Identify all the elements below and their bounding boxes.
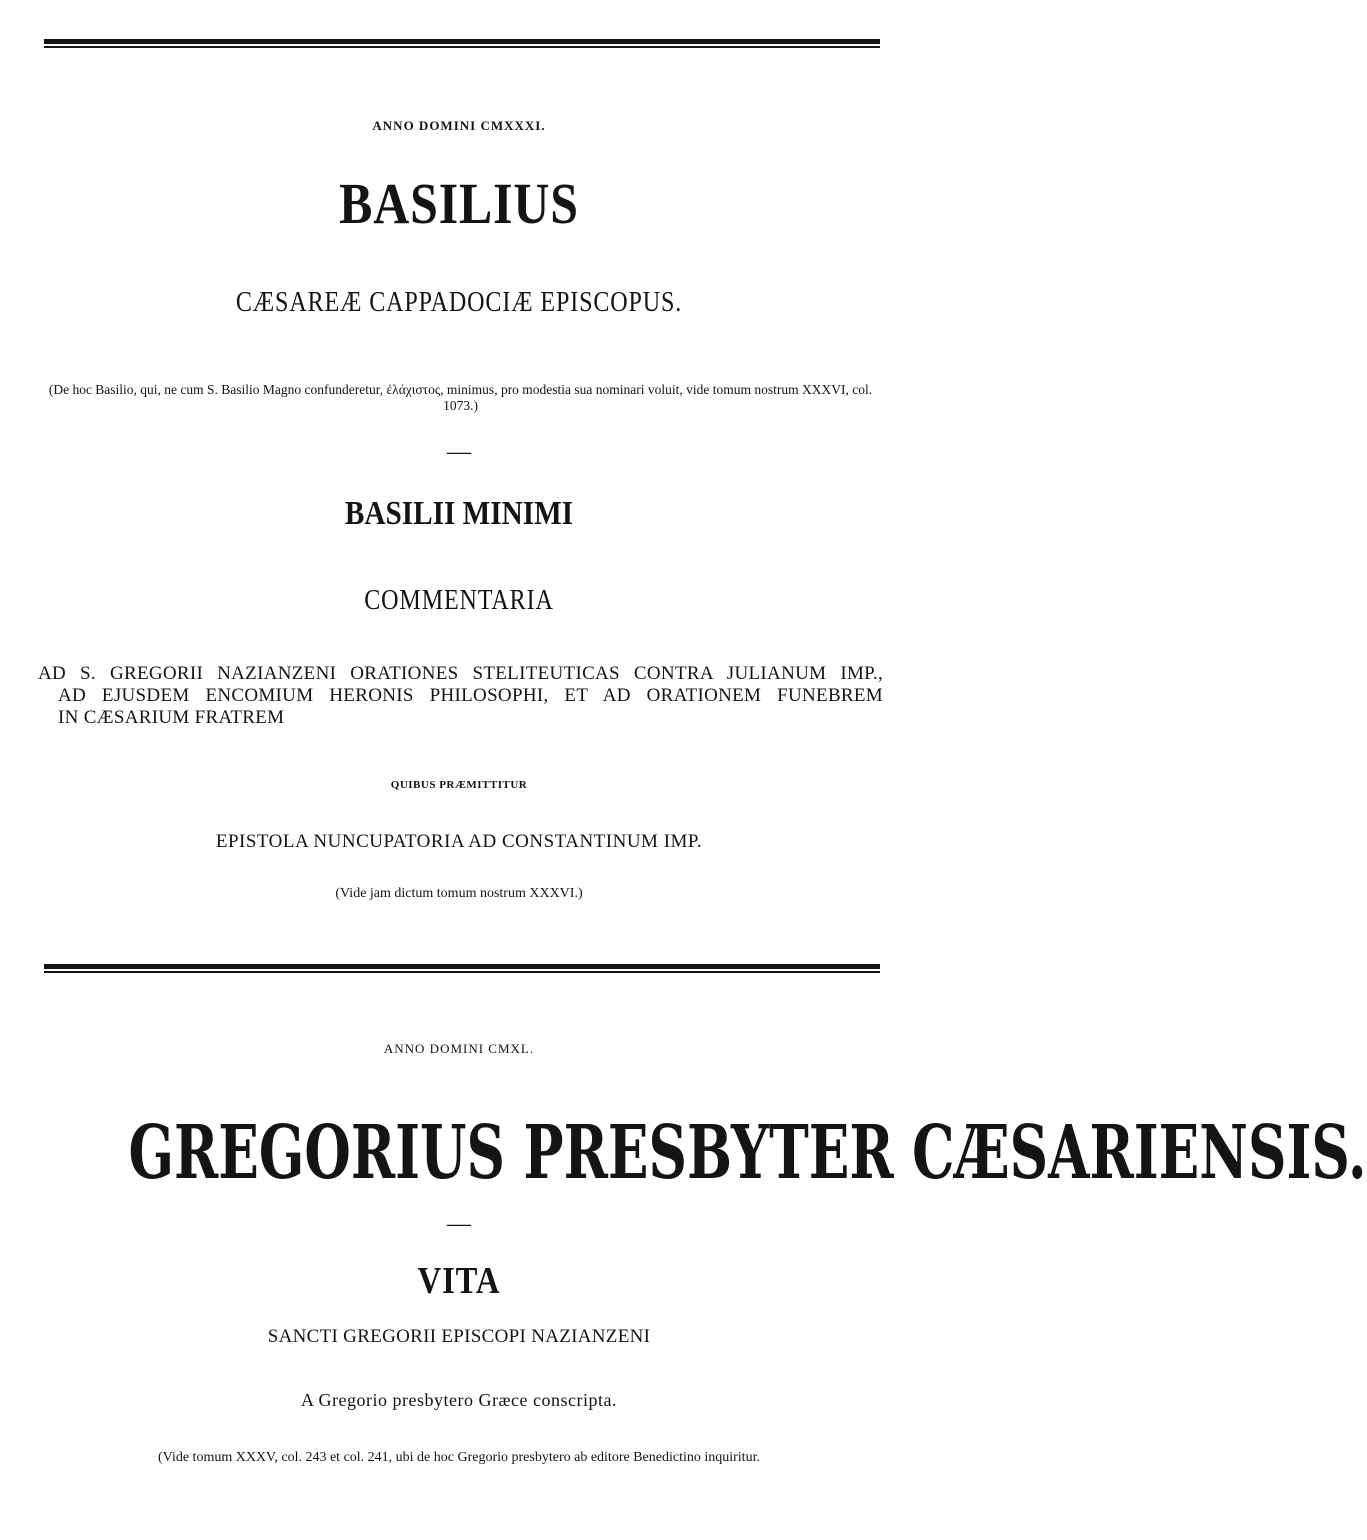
section1-subtitle: CÆSAREÆ CAPPADOCIÆ EPISCOPUS. xyxy=(235,287,683,318)
section1-epistola: EPISTOLA NUNCUPATORIA AD CONSTANTINUM IMP. xyxy=(215,831,703,852)
section1-quibus: QUIBUS PRÆMITTITUR xyxy=(390,779,528,791)
section1-ad-block xyxy=(38,663,883,729)
section1-ad-line1: AD S. GREGORII NAZIANZENI ORATIONES STELITEUTICAS CONTRA JULIANUM IMP., xyxy=(38,663,883,684)
section1-vide-note: (Vide jam dictum tomum nostrum XXXVI.) xyxy=(335,886,583,901)
section2-anno-heading: ANNO DOMINI CMXL. xyxy=(383,1041,535,1056)
section1-ad-line3: IN CÆSARIUM FRATREM xyxy=(58,707,285,728)
middle-double-rule xyxy=(44,964,880,973)
section1-dash: — xyxy=(447,439,471,465)
section1-title: BASILIUS xyxy=(339,171,579,236)
top-double-rule xyxy=(44,39,880,48)
section2-vide-note: (Vide tomum XXXV, col. 243 et col. 241, ubi de hoc Gregorio presbytero ab editore Benedictino inquiritur. xyxy=(158,1450,760,1465)
section2-author-line: A Gregorio presbytero Græce conscripta. xyxy=(301,1390,617,1410)
section1-note: (De hoc Basilio, qui, ne cum S. Basilio Magno confunderetur, ἐλάχιστος, minimus, pro modestia sua nominari voluit, vide tomum nostrum XXXVI, col. 1073.) xyxy=(48,382,873,413)
section1-work-title: BASILII MINIMI xyxy=(344,495,574,532)
section1-ad-line2: AD EJUSDEM ENCOMIUM HERONIS PHILOSOPHI, ET AD ORATIONEM FUNEBREM xyxy=(58,685,883,706)
section2-title: GREGORIUS PRESBYTER CÆSARIENSIS. xyxy=(128,1110,1367,1196)
section2-work-subtitle: SANCTI GREGORII EPISCOPI NAZIANZENI xyxy=(267,1326,651,1347)
section2-dash: — xyxy=(447,1211,471,1237)
section1-work-kind: COMMENTARIA xyxy=(364,585,554,616)
section1-anno-heading: ANNO DOMINI CMXXXI. xyxy=(372,118,546,133)
section2-work-title: VITA xyxy=(417,1260,501,1302)
